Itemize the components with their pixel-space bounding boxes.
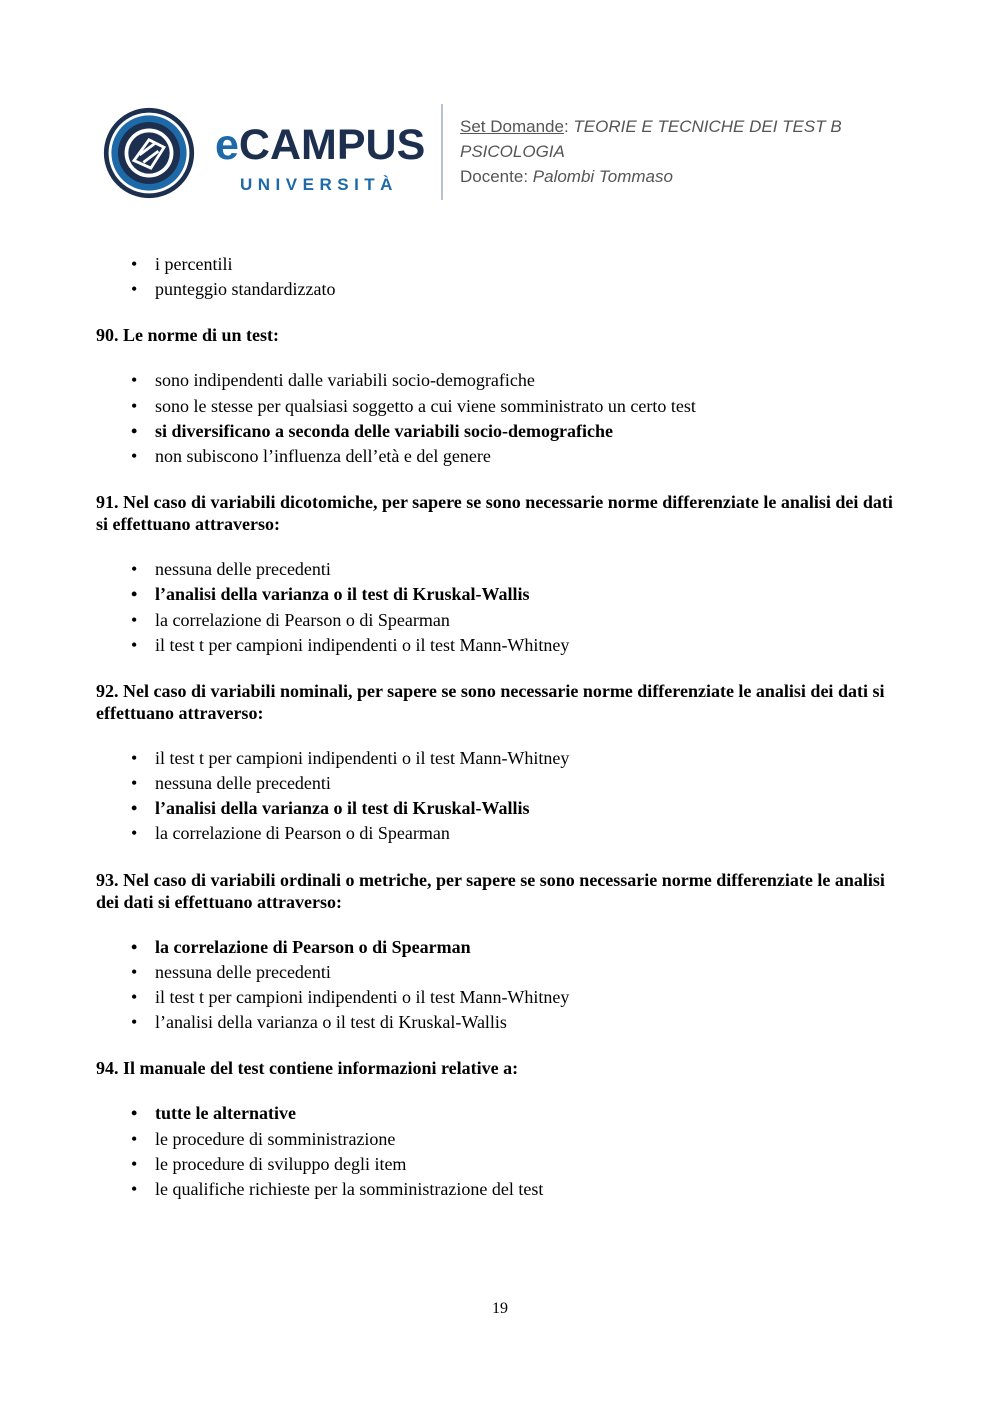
question-list [96, 252, 906, 1202]
option-item: • i percentili [96, 252, 906, 277]
question-block [96, 324, 906, 469]
option-list [96, 1101, 906, 1202]
option-item: • il test t per campioni indipendenti o il test Mann-Whitney [96, 746, 906, 771]
option-item: • le qualifiche richieste per la somministrazione del test [96, 1177, 906, 1202]
option-list [96, 935, 906, 1036]
question-title: 93. Nel caso di variabili ordinali o metriche, per sapere se sono necessarie norme differenziate le analisi dei dati si effettuano attraverso: [96, 869, 885, 912]
option-item: • nessuna delle precedenti [96, 771, 906, 796]
page-number: 19 [492, 1300, 508, 1317]
docente-label: Docente: [460, 167, 529, 186]
logo-subtitle: UNIVERSITÀ [240, 175, 398, 194]
set-label: Set Domande [460, 117, 564, 136]
question-title: 92. Nel caso di variabili nominali, per sapere se sono necessarie norme differenziate le analisi dei dati si effettuano attraverso: [96, 680, 885, 723]
correct-option-item: • tutte le alternative [96, 1101, 906, 1126]
option-list [96, 746, 906, 847]
question-title: 94. Il manuale del test contiene informazioni relative a: [96, 1058, 519, 1079]
option-list [96, 557, 906, 658]
ecampus-seal-icon [102, 106, 196, 200]
option-item: • le procedure di sviluppo degli item [96, 1152, 906, 1177]
carryover-options [96, 252, 906, 302]
logo-wordmark-rest: CAMPUS [238, 121, 426, 169]
option-item: • il test t per campioni indipendenti o il test Mann-Whitney [96, 985, 906, 1010]
correct-option-item: • l’analisi della varianza o il test di Kruskal-Wallis [96, 796, 906, 821]
correct-option-item: • si diversificano a seconda delle variabili socio-demografiche [96, 419, 906, 444]
option-item: • sono le stesse per qualsiasi soggetto a cui viene somministrato un certo test [96, 394, 906, 419]
option-item: • nessuna delle precedenti [96, 960, 906, 985]
question-title: 90. Le norme di un test: [96, 325, 279, 346]
option-item: • la correlazione di Pearson o di Spearman [96, 821, 906, 846]
option-item: • non subiscono l’influenza dell’età e del genere [96, 444, 906, 469]
option-item: • il test t per campioni indipendenti o il test Mann-Whitney [96, 633, 906, 658]
correct-option-item: • la correlazione di Pearson o di Spearman [96, 935, 906, 960]
question-block [96, 1057, 906, 1202]
option-item: • sono indipendenti dalle variabili socio-demografiche [96, 368, 906, 393]
set-value: TEORIE E TECNICHE DEI TEST B PSICOLOGIA [460, 117, 842, 161]
question-block [96, 869, 906, 1036]
logo-wordmark [215, 121, 426, 169]
option-item: • punteggio standardizzato [96, 277, 906, 302]
correct-option-item: • l’analisi della varianza o il test di Kruskal-Wallis [96, 582, 906, 607]
logo-wordmark-e: e [215, 121, 239, 169]
question-title: 91. Nel caso di variabili dicotomiche, per sapere se sono necessarie norme differenziate le analisi dei dati si effettuano attraverso: [96, 492, 893, 535]
docente-value: Palombi Tommaso [532, 167, 673, 186]
option-item: • nessuna delle precedenti [96, 557, 906, 582]
question-block [96, 680, 906, 847]
header-divider [441, 104, 443, 200]
header-info: Set Domande: TEORIE E TECNICHE DEI TEST B PSICOLOGIA Docente: Palombi Tommaso [460, 117, 842, 186]
page-header [100, 100, 920, 210]
option-list [96, 368, 906, 469]
option-item: • l’analisi della varianza o il test di Kruskal-Wallis [96, 1010, 906, 1035]
option-item: • le procedure di somministrazione [96, 1127, 906, 1152]
option-item: • la correlazione di Pearson o di Spearman [96, 608, 906, 633]
question-block [96, 491, 906, 658]
